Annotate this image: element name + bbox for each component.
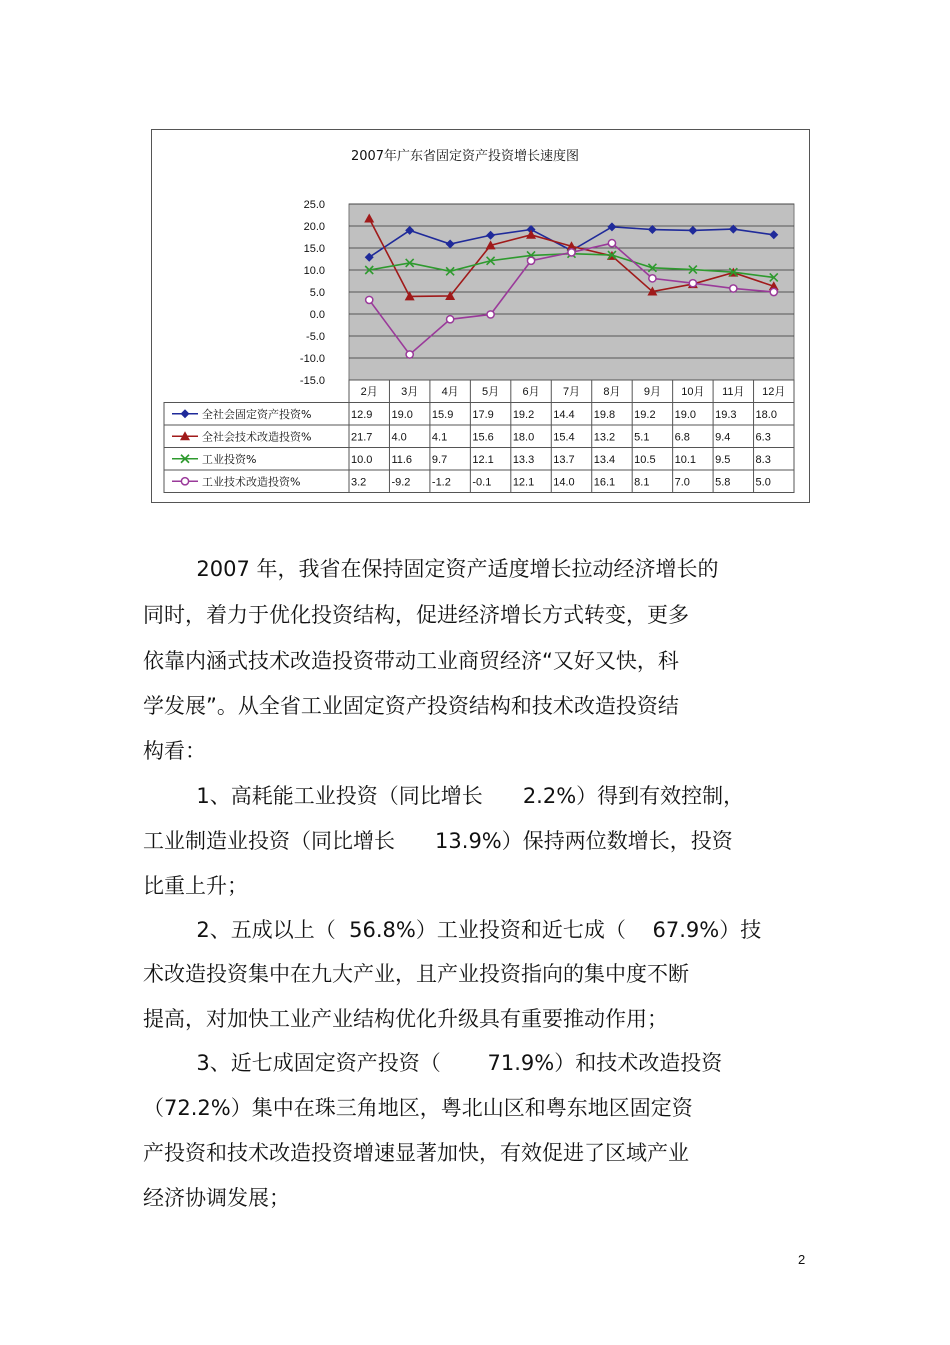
data-label: 6.3 xyxy=(755,431,771,444)
data-label: 4.1 xyxy=(431,431,448,444)
investment-growth-chart xyxy=(151,129,810,503)
data-label: 12.9 xyxy=(351,408,373,421)
data-label: 15.6 xyxy=(472,431,494,444)
data-label: 13.3 xyxy=(512,453,535,466)
paragraph-line: 同时，着力于优化投资结构，促进经济增长方式转变，更多 xyxy=(143,603,689,627)
paragraph-line: 2、五成以上（ 56.8%）工业投资和近七成（ 67.9%）技 xyxy=(143,918,762,942)
legend-key-marker xyxy=(181,478,188,485)
x-tick-label: 6月 xyxy=(522,386,540,398)
data-label: 12.1 xyxy=(512,476,535,489)
y-tick-label: 0.0 xyxy=(309,309,325,321)
data-label: 7.0 xyxy=(674,476,690,489)
x-tick-label: 9月 xyxy=(643,386,661,398)
y-tick-label: -15.0 xyxy=(299,375,325,387)
data-point xyxy=(366,296,373,303)
data-label: 3.2 xyxy=(351,476,367,489)
y-tick-label: 15.0 xyxy=(303,243,325,255)
data-label: 13.4 xyxy=(593,453,616,466)
data-label: -1.2 xyxy=(431,476,451,489)
data-label: 11.6 xyxy=(391,453,413,466)
y-tick-label: 5.0 xyxy=(309,287,325,299)
data-label: 13.7 xyxy=(553,453,575,466)
data-label: 10.0 xyxy=(351,453,373,466)
y-tick-label: 10.0 xyxy=(303,265,325,277)
y-tick-label: -10.0 xyxy=(299,353,325,365)
x-tick-label: 7月 xyxy=(562,386,581,398)
data-label: 13.2 xyxy=(593,431,616,444)
paragraph-line: 提高，对加快工业产业结构优化升级具有重要推动作用； xyxy=(143,1007,668,1031)
data-label: 14.0 xyxy=(553,476,575,489)
data-label: 15.4 xyxy=(553,431,575,444)
data-label: 4.0 xyxy=(391,431,407,444)
x-tick-label: 5月 xyxy=(482,386,500,398)
data-label: 12.1 xyxy=(472,453,494,466)
data-label: -0.1 xyxy=(472,476,492,489)
data-label: 15.9 xyxy=(431,408,454,421)
data-point xyxy=(730,285,737,292)
data-label: 8.3 xyxy=(755,453,771,466)
x-tick-label: 4月 xyxy=(441,386,459,398)
y-tick-label: 20.0 xyxy=(303,221,325,233)
page-number: 2 xyxy=(798,1252,806,1267)
data-label: 6.8 xyxy=(674,431,690,444)
data-label: 9.7 xyxy=(431,453,448,466)
x-tick-label: 11月 xyxy=(722,386,745,398)
x-tick-label: 12月 xyxy=(762,386,786,398)
x-tick-label: 10月 xyxy=(681,386,705,398)
x-tick-label: 2月 xyxy=(360,386,378,398)
y-tick-label: -5.0 xyxy=(306,331,325,343)
data-label: 10.1 xyxy=(674,453,697,466)
data-point xyxy=(608,240,615,247)
data-label: 10.5 xyxy=(634,453,656,466)
data-label: 17.9 xyxy=(472,408,494,421)
data-label: 9.4 xyxy=(715,431,731,444)
paragraph-line: 工业制造业投资（同比增长 13.9%）保持两位数增长，投资 xyxy=(143,829,733,853)
paragraph-line: 3、近七成固定资产投资（ 71.9%）和技术改造投资 xyxy=(143,1051,723,1075)
paragraph-line: 经济协调发展； xyxy=(143,1186,290,1210)
paragraph-line: 2007 年，我省在保持固定资产适度增长拉动经济增长的 xyxy=(143,557,719,581)
legend-entry: 全社会固定资产投资% xyxy=(202,407,312,421)
data-label: 18.0 xyxy=(755,408,777,421)
data-point xyxy=(527,257,534,264)
data-point xyxy=(568,249,575,256)
data-label: 21.7 xyxy=(351,431,373,444)
chart-title: 2007年广东省固定资产投资增长速度图 xyxy=(350,149,580,164)
paragraph-line: 术改造投资集中在九大产业，且产业投资指向的集中度不断 xyxy=(143,962,689,986)
data-label: 19.8 xyxy=(593,408,616,421)
paragraph-line: 产投资和技术改造投资增速显著加快，有效促进了区域产业 xyxy=(143,1141,689,1165)
paragraph-line: 比重上升； xyxy=(143,874,248,898)
legend-entry: 全社会技术改造投资% xyxy=(202,430,312,444)
data-point xyxy=(649,275,656,282)
paragraph-line: 1、高耗能工业投资（同比增长 2.2%）得到有效控制， xyxy=(143,784,745,808)
data-point xyxy=(770,288,777,295)
data-label: 19.0 xyxy=(391,408,413,421)
legend-entry: 工业技术改造投资% xyxy=(202,475,301,489)
chart-svg xyxy=(152,130,811,504)
data-label: 5.1 xyxy=(634,431,650,444)
paragraph-line: 依靠内涵式技术改造投资带动工业商贸经济“又好又快，科 xyxy=(143,649,679,673)
data-label: 5.0 xyxy=(755,476,771,489)
x-tick-label: 3月 xyxy=(401,386,419,398)
data-point xyxy=(406,351,413,358)
data-label: 19.0 xyxy=(674,408,697,421)
data-label: 14.4 xyxy=(553,408,575,421)
paragraph-line: （72.2%）集中在珠三角地区，粤北山区和粤东地区固定资 xyxy=(143,1096,693,1120)
data-label: 9.5 xyxy=(715,453,731,466)
x-tick-label: 8月 xyxy=(603,386,621,398)
data-point xyxy=(689,280,696,287)
data-point xyxy=(447,316,454,323)
paragraph-line: 构看： xyxy=(143,739,206,763)
paragraph-line: 学发展”。从全省工业固定资产投资结构和技术改造投资结 xyxy=(143,694,679,718)
data-label: 19.3 xyxy=(715,408,737,421)
data-label: 19.2 xyxy=(634,408,656,421)
legend-entry: 工业投资% xyxy=(202,452,257,466)
data-point xyxy=(487,311,494,318)
data-label: 5.8 xyxy=(715,476,731,489)
y-tick-label: 25.0 xyxy=(303,199,325,211)
data-label: -9.2 xyxy=(391,476,411,489)
data-label: 19.2 xyxy=(512,408,535,421)
data-label: 8.1 xyxy=(634,476,650,489)
data-label: 18.0 xyxy=(512,431,535,444)
data-label: 16.1 xyxy=(593,476,616,489)
